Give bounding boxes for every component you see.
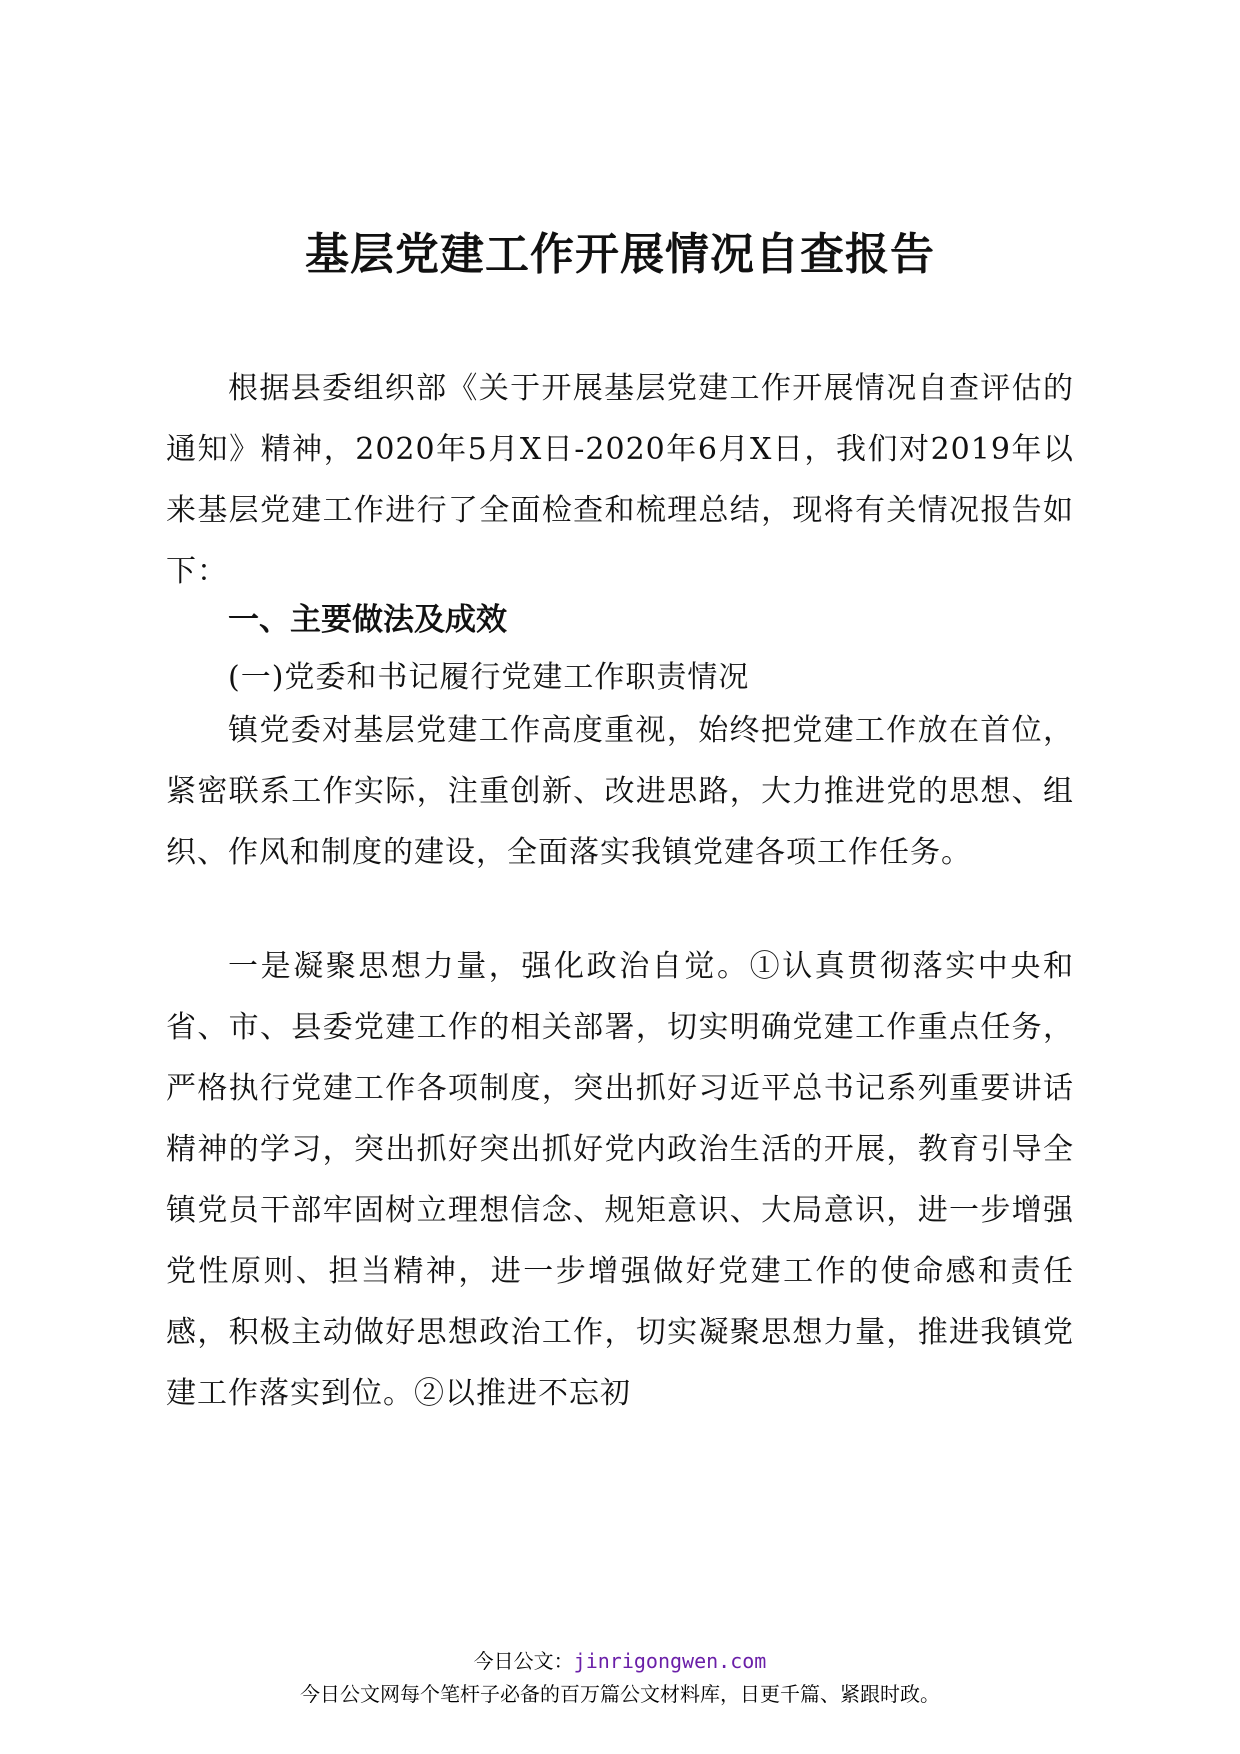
footer-site-line: [0, 1645, 1240, 1674]
footer-tagline: 今日公文网每个笔杆子必备的百万篇公文材料库，日更千篇、紧跟时政。: [300, 1682, 940, 1706]
body-paragraph-1: 镇党委对基层党建工作高度重视，始终把党建工作放在首位，紧密联系工作实际，注重创新、改进思路，大力推进党的思想、组织、作风和制度的建设，全面落实我镇党建各项工作任务。: [166, 713, 1074, 870]
footer-site-link[interactable]: jinrigongwen.com: [573, 1649, 767, 1673]
document-title: 基层党建工作开展情况自查报告: [305, 229, 935, 280]
footer-site-label: 今日公文：: [473, 1649, 574, 1673]
body-paragraph-2: 一是凝聚思想力量，强化政治自觉。①认真贯彻落实中央和省、市、县委党建工作的相关部署，切实明确党建工作重点任务，严格执行党建工作各项制度，突出抓好习近平总书记系列重要讲话精神的学习，突出抓好突出抓好党内政治生活的开展，教育引导全镇党员干部牢固树立理想信念、规矩意识、大局意识，进一步增强党性原则、担当精神，进一步增强做好党建工作的使命感和责任感，积极主动做好思想政治工作，切实凝聚思想力量，推进我镇党建工作落实到位。②以推进不忘初: [166, 949, 1074, 1411]
section-heading: 一、主要做法及成效: [228, 602, 507, 638]
intro-paragraph: 根据县委组织部《关于开展基层党建工作开展情况自查评估的通知》精神，2020年5月X日-2020年6月X日，我们对2019年以来基层党建工作进行了全面检查和梳理总结，现将有关情况报告如下：: [166, 371, 1074, 589]
subsection-heading: (一)党委和书记履行党建工作职责情况: [228, 660, 750, 695]
